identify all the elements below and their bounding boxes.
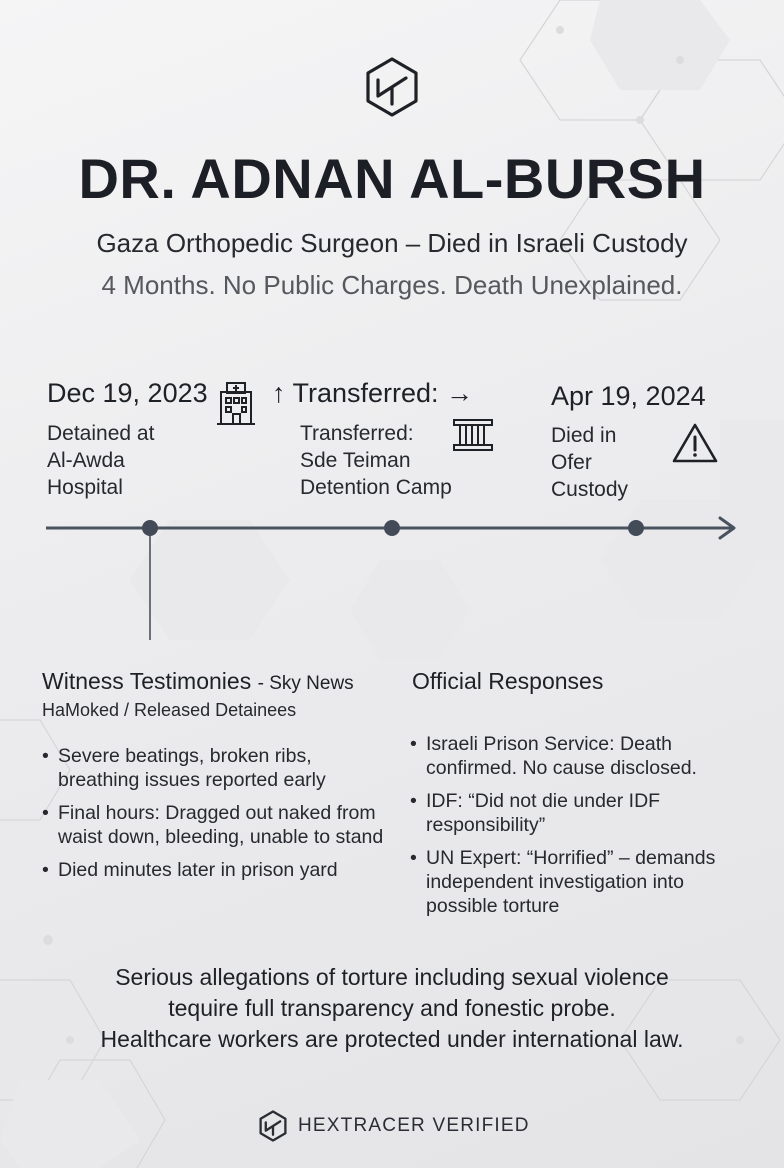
closing-line-2: tequire full transparency and fonestic probe. <box>168 995 616 1021</box>
timeline-event-2-line-3: Detention Camp <box>300 476 452 499</box>
timeline-event-2 <box>300 420 452 501</box>
timeline-event-2-line-1: Transferred: <box>300 422 414 445</box>
timeline-date-3: Apr 19, 2024 <box>551 381 706 411</box>
witness-list <box>42 744 392 891</box>
closing-line-3: Healthcare workers are protected under international law. <box>100 1026 684 1052</box>
witness-heading <box>42 668 354 695</box>
list-item: • Severe beatings, broken ribs, breathing issues reported early <box>42 744 392 792</box>
timeline-dot-2 <box>384 520 400 536</box>
list-item: • Died minutes later in prison yard <box>42 858 392 882</box>
hexagon-logo-icon <box>364 56 420 118</box>
timeline-date-1: Dec 19, 2023 <box>47 378 208 408</box>
timeline-dot-3 <box>628 520 644 536</box>
warning-icon <box>672 422 718 464</box>
list-item: • UN Expert: “Horrified” – demands independent investigation into possible torture <box>410 846 754 918</box>
timeline-axis <box>40 510 744 646</box>
brand-text: HEXTRACER VERIFIED <box>298 1115 530 1136</box>
witness-source: - Sky News <box>257 673 354 694</box>
page-subtitle: Gaza Orthopedic Surgeon – Died in Israeli Custody <box>96 228 688 258</box>
brand-footer <box>258 1106 530 1146</box>
timeline-dot-1 <box>142 520 158 536</box>
timeline-event-3-line-3: Custody <box>551 478 629 501</box>
hospital-icon <box>216 380 256 426</box>
list-item: • IDF: “Did not die under IDF responsibility” <box>410 789 754 837</box>
timeline-date-2: ↑ Transferred: → <box>272 378 474 408</box>
page-title: DR. ADNAN AL-BURSH <box>78 147 706 210</box>
timeline-event-1-line-1: Detained at <box>47 422 155 445</box>
prison-bars-icon <box>452 418 494 452</box>
list-item: • Israeli Prison Service: Death confirmed. No cause disclosed. <box>410 732 754 780</box>
timeline-event-1-line-2: Al-Awda <box>47 449 125 472</box>
witness-title: Witness Testimonies <box>42 668 252 694</box>
timeline-event-1-line-3: Hospital <box>47 476 123 499</box>
official-list <box>410 732 754 927</box>
hexagon-logo-icon <box>258 1110 288 1142</box>
closing-statement <box>0 962 784 1055</box>
official-heading: Official Responses <box>412 668 604 694</box>
timeline-event-2-line-2: Sde Teiman <box>300 449 411 472</box>
closing-line-1: Serious allegations of torture including sexual violence <box>115 964 669 990</box>
page-tagline: 4 Months. No Public Charges. Death Unexplained. <box>101 270 683 300</box>
timeline-event-1 <box>47 420 154 501</box>
timeline-event-3-line-1: Died in <box>551 424 617 447</box>
timeline-event-3 <box>551 422 628 503</box>
witness-subsource: HaMoked / Released Detainees <box>42 700 297 720</box>
list-item: • Final hours: Dragged out naked from waist down, bleeding, unable to stand <box>42 801 392 849</box>
timeline-event-3-line-2: Ofer <box>551 451 592 474</box>
